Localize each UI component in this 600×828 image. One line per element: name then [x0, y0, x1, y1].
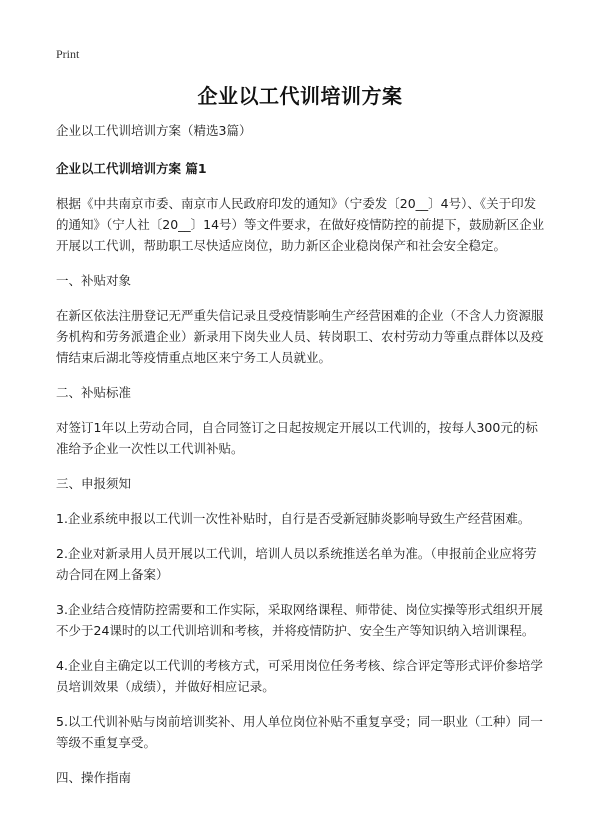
note-item-1: 1.企业系统申报以工代训一次性补贴时，自行是否受新冠肺炎影响导致生产经营困难。 — [56, 511, 531, 526]
heading-subsidy-standard: 二、补贴标准 — [56, 385, 132, 400]
note-item-2: 2.企业对新录用人员开展以工代训，培训人员以系统推送名单为准。（申报前企业应将劳动合同在网上备案） — [56, 546, 537, 582]
subsidy-target-paragraph: 在新区依法注册登记无严重失信记录且受疫情影响生产经营困难的企业（不含人力资源服务机构和劳务派遣企业）新录用下岗失业人员、转岗职工、农村劳动力等重点群体以及疫情结束后湖北等疫情重点地区来宁务工人员就业。 — [56, 308, 544, 365]
document-body — [56, 120, 548, 802]
heading-subsidy-target: 一、补贴对象 — [56, 273, 132, 288]
note-item-5: 5.以工代训补贴与岗前培训奖补、用人单位岗位补贴不重复享受；同一职业（工种）同一等级不重复享受。 — [56, 714, 543, 750]
section-heading: 企业以工代训培训方案 篇1 — [56, 161, 207, 176]
document-title: 企业以工代训培训方案 — [197, 84, 403, 108]
heading-application-notes: 三、申报须知 — [56, 476, 132, 491]
heading-operation-guide: 四、操作指南 — [56, 770, 132, 785]
intro-paragraph: 根据《中共南京市委、南京市人民政府印发的通知》（宁委发〔20__〕4号）、《关于印发的通知》（宁人社〔20__〕14号）等文件要求，在做好疫情防控的前提下，鼓励新区企业开展以工代训，帮助职工尽快适应岗位，助力新区企业稳岗保产和社会安全稳定。 — [56, 196, 545, 253]
note-item-4: 4.企业自主确定以工代训的考核方式，可采用岗位任务考核、综合评定等形式评价参培学员培训效果（成绩），并做好相应记录。 — [56, 658, 543, 694]
note-item-3: 3.企业结合疫情防控需要和工作实际，采取网络课程、师带徒、岗位实操等形式组织开展不少于24课时的以工代训培训和考核，并将疫情防护、安全生产等知识纳入培训课程。 — [56, 602, 543, 638]
print-link[interactable]: Print — [56, 47, 80, 61]
subsidy-standard-paragraph: 对签订1年以上劳动合同，自合同签订之日起按规定开展以工代训的，按每人300元的标准给予企业一次性以工代训补贴。 — [56, 420, 538, 456]
document-subtitle: 企业以工代训培训方案（精选3篇） — [56, 123, 252, 138]
